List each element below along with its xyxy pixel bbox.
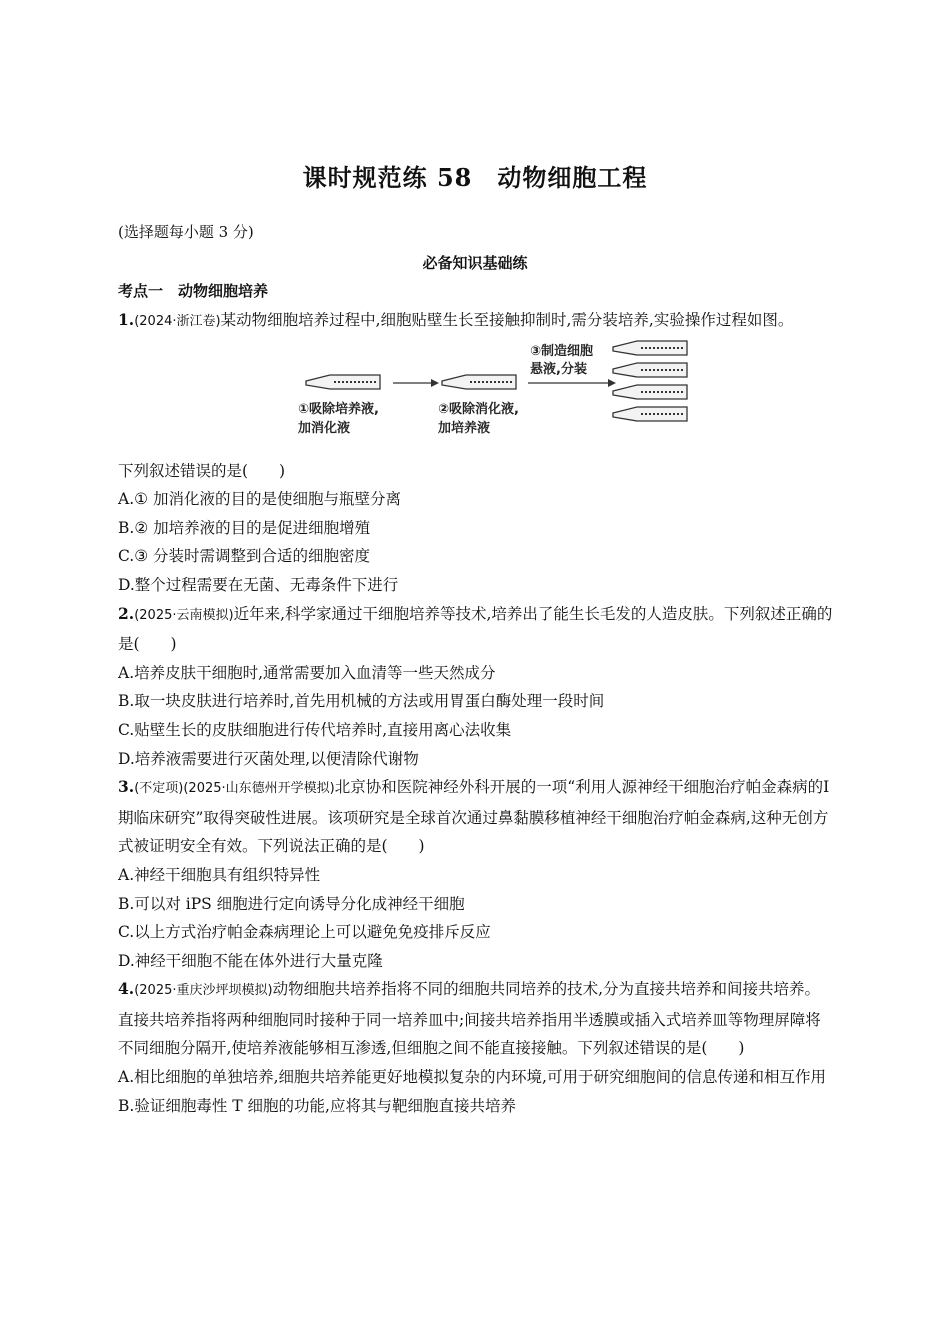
option-d: D.整个过程需要在无菌、无毒条件下进行	[118, 575, 399, 594]
page-title: 课时规范练 58 动物细胞工程	[302, 163, 648, 192]
step2-label-line1: ②吸除消化液,	[438, 401, 519, 417]
arrow-icon	[528, 379, 616, 387]
question-stem: 3.(不定项)(2025·山东德州开学模拟)北京协和医院神经外科开展的一项“利用人源神经干细胞治疗帕金森病的Ⅰ期临床研究”取得突破性进展。该项研究是全球首次通过鼻黏膜移植神经干细胞治疗帕金森病,这种无创方式被证明安全有效。下列说法正确的是( )	[118, 777, 830, 856]
question-stem: 4.(2025·重庆沙坪坝模拟)动物细胞共培养指将不同的细胞共同培养的技术,分为直接共培养和间接共培养。直接共培养指将两种细胞同时接种于同一培养皿中;间接共培养指用半透膜或插入式培养皿等物理屏障将不同细胞分隔开,使培养液能够相互渗透,但细胞之间不能直接接触。下列叙述错误的是( )	[118, 979, 821, 1058]
step1-label-line2: 加消化液	[298, 420, 351, 436]
question-prompt: 下列叙述错误的是( )	[118, 461, 286, 480]
option-b: B.② 加培养液的目的是促进细胞增殖	[118, 518, 371, 537]
question-number: 1	[118, 310, 129, 329]
option-a: A.相比细胞的单独培养,细胞共培养能更好地模拟复杂的内环境,可用于研究细胞间的信息传递和相互作用	[118, 1068, 826, 1087]
option-b: B.可以对 iPS 细胞进行定向诱导分化成神经干细胞	[118, 894, 465, 913]
option-c: C.贴壁生长的皮肤细胞进行传代培养时,直接用离心法收集	[118, 720, 512, 739]
culture-flask-icon	[613, 341, 687, 355]
question-3	[118, 773, 834, 975]
question-stem: 1.(2024·浙江卷)某动物细胞培养过程中,细胞贴壁生长至接触抑制时,需分装培养,实验操作过程如图。	[118, 310, 794, 329]
option-a: A.培养皮肤干细胞时,通常需要加入血清等一些天然成分	[118, 663, 496, 682]
question-stem: 2.(2025·云南模拟)近年来,科学家通过干细胞培养等技术,培养出了能生长毛发的人造皮肤。下列叙述正确的是( )	[118, 603, 833, 654]
question-source: (2025·重庆沙坪坝模拟)	[134, 983, 273, 999]
question-4	[118, 975, 834, 1120]
option-d: D.培养液需要进行灭菌处理,以便清除代谢物	[118, 749, 419, 768]
question-list	[118, 306, 834, 1120]
question-source: (不定项)(2025·山东德州开学模拟)	[134, 781, 335, 797]
culture-flask-icon	[613, 407, 687, 421]
question-text: 某动物细胞培养过程中,细胞贴壁生长至接触抑制时,需分装培养,实验操作过程如图。	[220, 311, 794, 329]
arrow-icon	[393, 379, 439, 387]
culture-flask-icon	[613, 385, 687, 399]
step3-label-line2: 悬液,分装	[530, 361, 587, 377]
step3-label-line1: ③制造细胞	[530, 343, 594, 359]
culture-flask-icon	[306, 375, 380, 389]
section-title: 必备知识基础练	[422, 254, 528, 272]
step1-label-line1: ①吸除培养液,	[298, 401, 379, 417]
option-d: D.神经干细胞不能在体外进行大量克隆	[118, 951, 383, 970]
culture-flask-icon	[613, 363, 687, 377]
option-c: C.以上方式治疗帕金森病理论上可以避免免疫排斥反应	[118, 923, 491, 942]
option-b: B.取一块皮肤进行培养时,首先用机械的方法或用胃蛋白酶处理一段时间	[118, 692, 605, 711]
option-a: A.① 加消化液的目的是使细胞与瓶壁分离	[118, 490, 401, 509]
question-2	[118, 600, 834, 774]
topic-heading: 考点一 动物细胞培养	[118, 282, 269, 300]
question-number: 3	[118, 777, 129, 797]
question-1	[118, 306, 834, 600]
question-text: 近年来,科学家通过干细胞培养等技术,培养出了能生长毛发的人造皮肤。下列叙述正确的是( )	[118, 604, 833, 654]
option-c: C.③ 分装时需调整到合适的细胞密度	[118, 547, 371, 566]
step2-label-line2: 加培养液	[438, 420, 491, 436]
culture-flask-icon	[442, 375, 516, 389]
question-number: 2	[118, 603, 129, 623]
procedure-figure	[118, 337, 834, 457]
scoring-note: (选择题每小题 3 分)	[118, 223, 254, 241]
question-text: 北京协和医院神经外科开展的一项“利用人源神经干细胞治疗帕金森病的Ⅰ期临床研究”取得突破性进展。该项研究是全球首次通过鼻黏膜移植神经干细胞治疗帕金森病,这种无创方式被证明安全有效。下列说法正确的是( )	[118, 778, 830, 856]
question-number: 4	[118, 979, 129, 999]
question-source: (2024·浙江卷)	[134, 314, 221, 329]
question-source: (2025·云南模拟)	[134, 607, 234, 623]
option-b: B.验证细胞毒性 T 细胞的功能,应将其与靶细胞直接共培养	[118, 1096, 516, 1115]
option-a: A.神经干细胞具有组织特异性	[118, 865, 321, 884]
question-text: 动物细胞共培养指将不同的细胞共同培养的技术,分为直接共培养和间接共培养。直接共培养指将两种细胞同时接种于同一培养皿中;间接共培养指用半透膜或插入式培养皿等物理屏障将不同细胞分隔开,使培养液能够相互渗透,但细胞之间不能直接接触。下列叙述错误的是( )	[118, 980, 821, 1058]
